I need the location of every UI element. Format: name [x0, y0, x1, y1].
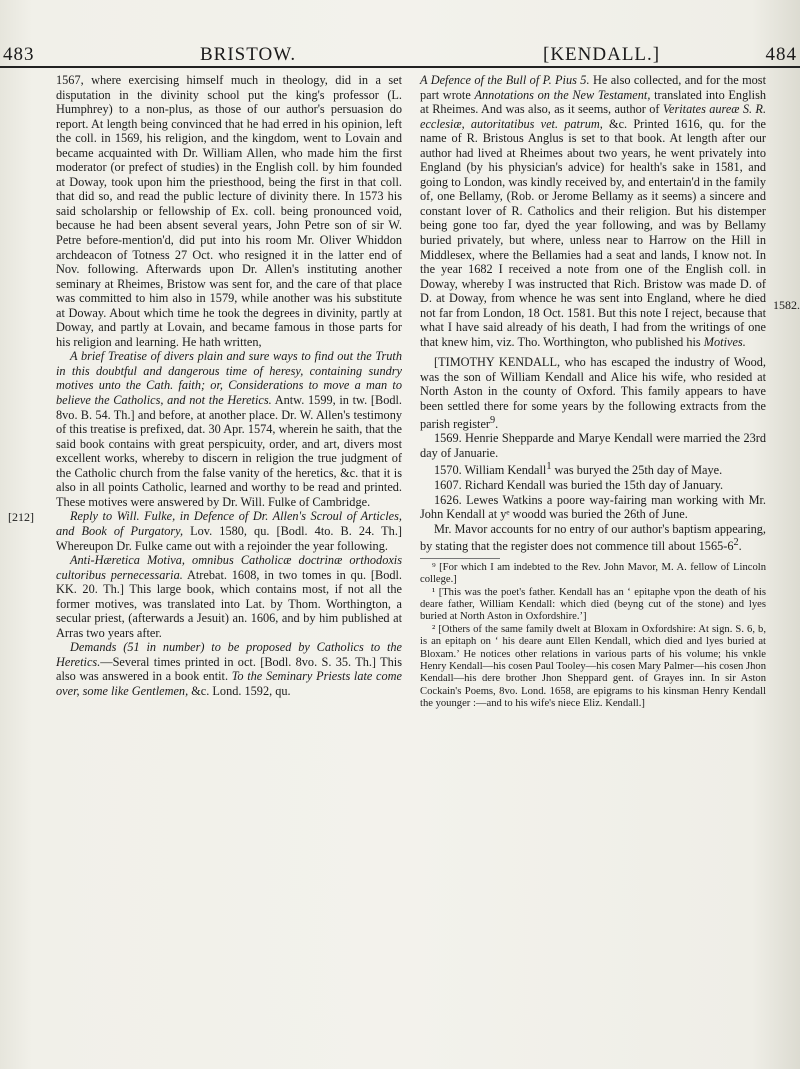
- register-entry: 1626. Lewes Watkins a poore way-fairing man working with Mr. John Kendall at yᵉ woodd was buried the 26th of June.: [420, 492, 766, 522]
- left-running-head: BRISTOW.: [200, 44, 297, 65]
- footnote: ⁹ [For which I am indebted to the Rev. John Mavor, M. A. fellow of Lincoln college.]: [420, 561, 766, 586]
- footnote-ref: 9: [490, 414, 496, 426]
- paragraph: Reply to Will. Fulke, in Defence of Dr. Allen's Scroul of Articles, and Book of Purgatory, Lov. 1580, qu. [Bodl. 4to. B. 24. Th.] Whereupon Dr. Fulke came out with a rejoinder the year following.: [56, 509, 402, 553]
- right-page-number: 484: [765, 44, 797, 65]
- work-title: Veritates aureæ S. R. ecclesiæ, autoritatibus vet. patrum,: [420, 102, 767, 131]
- paragraph: 1567, where exercising himself much in theology, did in a set disputation in the divinity school put the king's professor (L. Humphrey) to a non-plus, as those of our author's persuasion do report. At length being convinced that he had erred in his opinion, left the coll. in 1569, his religion, and the kingdom, went to Lovain and became acquainted with Dr. William Allen, who made him the first moderator (or prefect of studies) in the English coll. by him founded at Doway, took upon him the priesthood, being the first in that coll. that did so, and read the public lecture of divinity there. In 1573 his said scholarship or fellowship of Ex. coll. being pronounced void, because he had been absent several years, John Petre son of sir W. Petre before-mention'd, did put into his room Mr. Oliver Whiddon archdeacon of Totness 27 Oct. who resigned it in the latter end of Nov. following. Afterwards upon Dr. Allen's instituting another seminary at Rheimes, Bristow was sent for, and the care of that place was committed to him also in 1579, while another was his substitute at Doway. About which time he took the degrees in divinity, partly at Doway, and partly at Lovain, and became famous in those parts for his religion and learning. He hath written,: [56, 73, 402, 349]
- margin-reference-right: 1582.: [773, 298, 800, 312]
- work-title: Reply to Will. Fulke, in Defence of Dr. Allen's Scroul of Articles, and Book of Purgatory,: [56, 509, 402, 538]
- work-title: Anti-Hæretica Motiva, omnibus Catholicæ doctrinæ orthodoxis cultoribus pernecessaria.: [56, 553, 402, 582]
- footnote-ref: 2: [733, 537, 739, 549]
- register-entry: 1569. Henrie Shepparde and Marye Kendall were married the 23rd day of Januarie.: [420, 431, 766, 460]
- work-title: A Defence of the Bull of P. Pius 5.: [420, 73, 590, 87]
- paragraph: Mr. Mavor accounts for no entry of our author's baptism appearing, by stating that the register does not commence till about $1565-6^2$.: [420, 521, 766, 554]
- footnote: ² [Others of the same family dwelt at Bloxam in Oxfordshire: At sign. S. 6, b, is an epitaph on ‘ his deare aunt Ellen Kendall, which died and lyes buried at Bloxam.’ He notices other relations in various parts of his volume; his vnkle Henry Kendall—his cosen Paul Tooley—his cosen Mary Palmer—his cosen Jhon Kendall—his dere brother Jhon Sheppard gent. of Grayes inn. In sir Aston Cockain's Poems, 8vo. Lond. 1658, are epigrams to his kinsman Henry Kendall the younger :—and to his wife's niece Eliz. Kendall.]: [420, 623, 766, 710]
- register-entry: 1570. William Kendall$^1$ was buryed the 25th day of Maye.: [434, 461, 723, 478]
- paragraph: A Defence of the Bull of P. Pius 5. He also collected, and for the most part wrote Annotations on the New Testament, translated into English at Rheimes. And was also, as it seems, author of Veritates aureæ S. R. ecclesiæ, autoritatibus vet. patrum, &c. Printed 1616, qu. for the name of R. Bristous Anglus is set to that book. At length after our author had lived at Rheimes about two years, he went privately into England (by his physician's advice) for health's sake in 1581, and going to London, was kindly received by, and entertain'd in the family of, one Bellamy, (Rob. or Jerome Bellamy as it seems) a sincere and constant lover of R. Catholics and their religion. But his distemper being gone too far, dyed the year following, and was by Bellamy buried privately, but where, unless near to Harrow on the Hill in Middlesex, where the Bellamies had a seat and lands, I know not. In the year 1682 I received a note from one of the English coll. in Doway, whereby I was instructed that Rich. Bristow was made D. of D. at Doway, from whence he was sent into England, where he died not far from London, 18 Oct. 1581. But this note I reject, because that what I have said already of his death, I had from the writings of one that knew him, viz. Tho. Worthington, who published his Motives.: [420, 73, 767, 349]
- work-title: A brief Treatise of divers plain and sure ways to find out the Truth in this doubtful and dangerous time of heresy, containing sundry motives unto the Cath. faith; or, Considerations to move a man to believe the Catholics, and not the Heretics.: [56, 349, 402, 408]
- entry-heading: [TIMOTHY KENDALL,: [434, 355, 561, 370]
- header-rule: [0, 66, 800, 68]
- paragraph: Anti-Hæretica Motiva, omnibus Catholicæ doctrinæ orthodoxis cultoribus pernecessaria. Atrebat. 1608, in two tomes in qu. [Bodl. KK. 20. Th.] This large book, which contains most, if not all the former motives, was translated into Lat. by Thom. Worthington, a secular priest, (afterwards a Jesuit) an. 1606, and by him published at Arras two years after.: [56, 553, 402, 640]
- paragraph: A brief Treatise of divers plain and sure ways to find out the Truth in this doubtful and dangerous time of heresy, containing sundry motives unto the Cath. faith; or, Considerations to move a man to believe the Catholics, and not the Heretics. Antw. 1599, in tw. [Bodl. 8vo. B. 54. Th.] and before, at another place. Dr. W. Allen's testimony of this treatise is prefixed, dat. 30 Apr. 1574, wherein he saith, that the said book contains with great perspicuity, order, and art, divers most excellent works, whereby to discern in religion the true judgment of the Catholic church from the false vanity of the heretics, &c. that it is also in all points Catholic, learned and worthy to be read and printed. These motives were answered by Dr. Will. Fulke of Cambridge.: [56, 349, 402, 509]
- paragraph: [TIMOTHY KENDALL, who has escaped the industry of Wood, was the son of William Kendall and Alice his wife, who resided at North Aston in the county of Oxford. This family appears to have been settled there for some years by the following extracts from the parish register$^9$.: [420, 355, 766, 431]
- register-entry: 1607. Richard Kendall was buried the 15th day of January.: [434, 477, 724, 492]
- left-page-number: 483: [3, 44, 35, 65]
- footnote: ¹ [This was the poet's father. Kendall has an ‘ epitaphe vpon the death of his deare father, William Kendall: which died (beyng cut of the stone) and lyes buried at North Aston in Oxfordshire.’]: [420, 586, 766, 623]
- footnote-ref: 1: [546, 461, 552, 473]
- right-column: [420, 73, 766, 711]
- margin-reference-left: [212]: [8, 510, 34, 524]
- footnote-separator: [420, 558, 500, 559]
- paragraph: Demands (51 in number) to be proposed by Catholics to the Heretics.—Several times printed in oct. [Bodl. 8vo. S. 35. Th.] This also was answered in a book entit. To the Seminary Priests late come over, some like Gentlemen, &c. Lond. 1592, qu.: [56, 640, 402, 698]
- work-title: To the Seminary Priests late come over, some like Gentlemen,: [56, 669, 402, 698]
- right-running-head: [KENDALL.]: [543, 44, 661, 65]
- work-title: Annotations on the New Testament,: [474, 87, 651, 102]
- work-title: Demands (51 in number) to be proposed by Catholics to the Heretics.: [56, 640, 402, 669]
- left-column: [56, 73, 402, 699]
